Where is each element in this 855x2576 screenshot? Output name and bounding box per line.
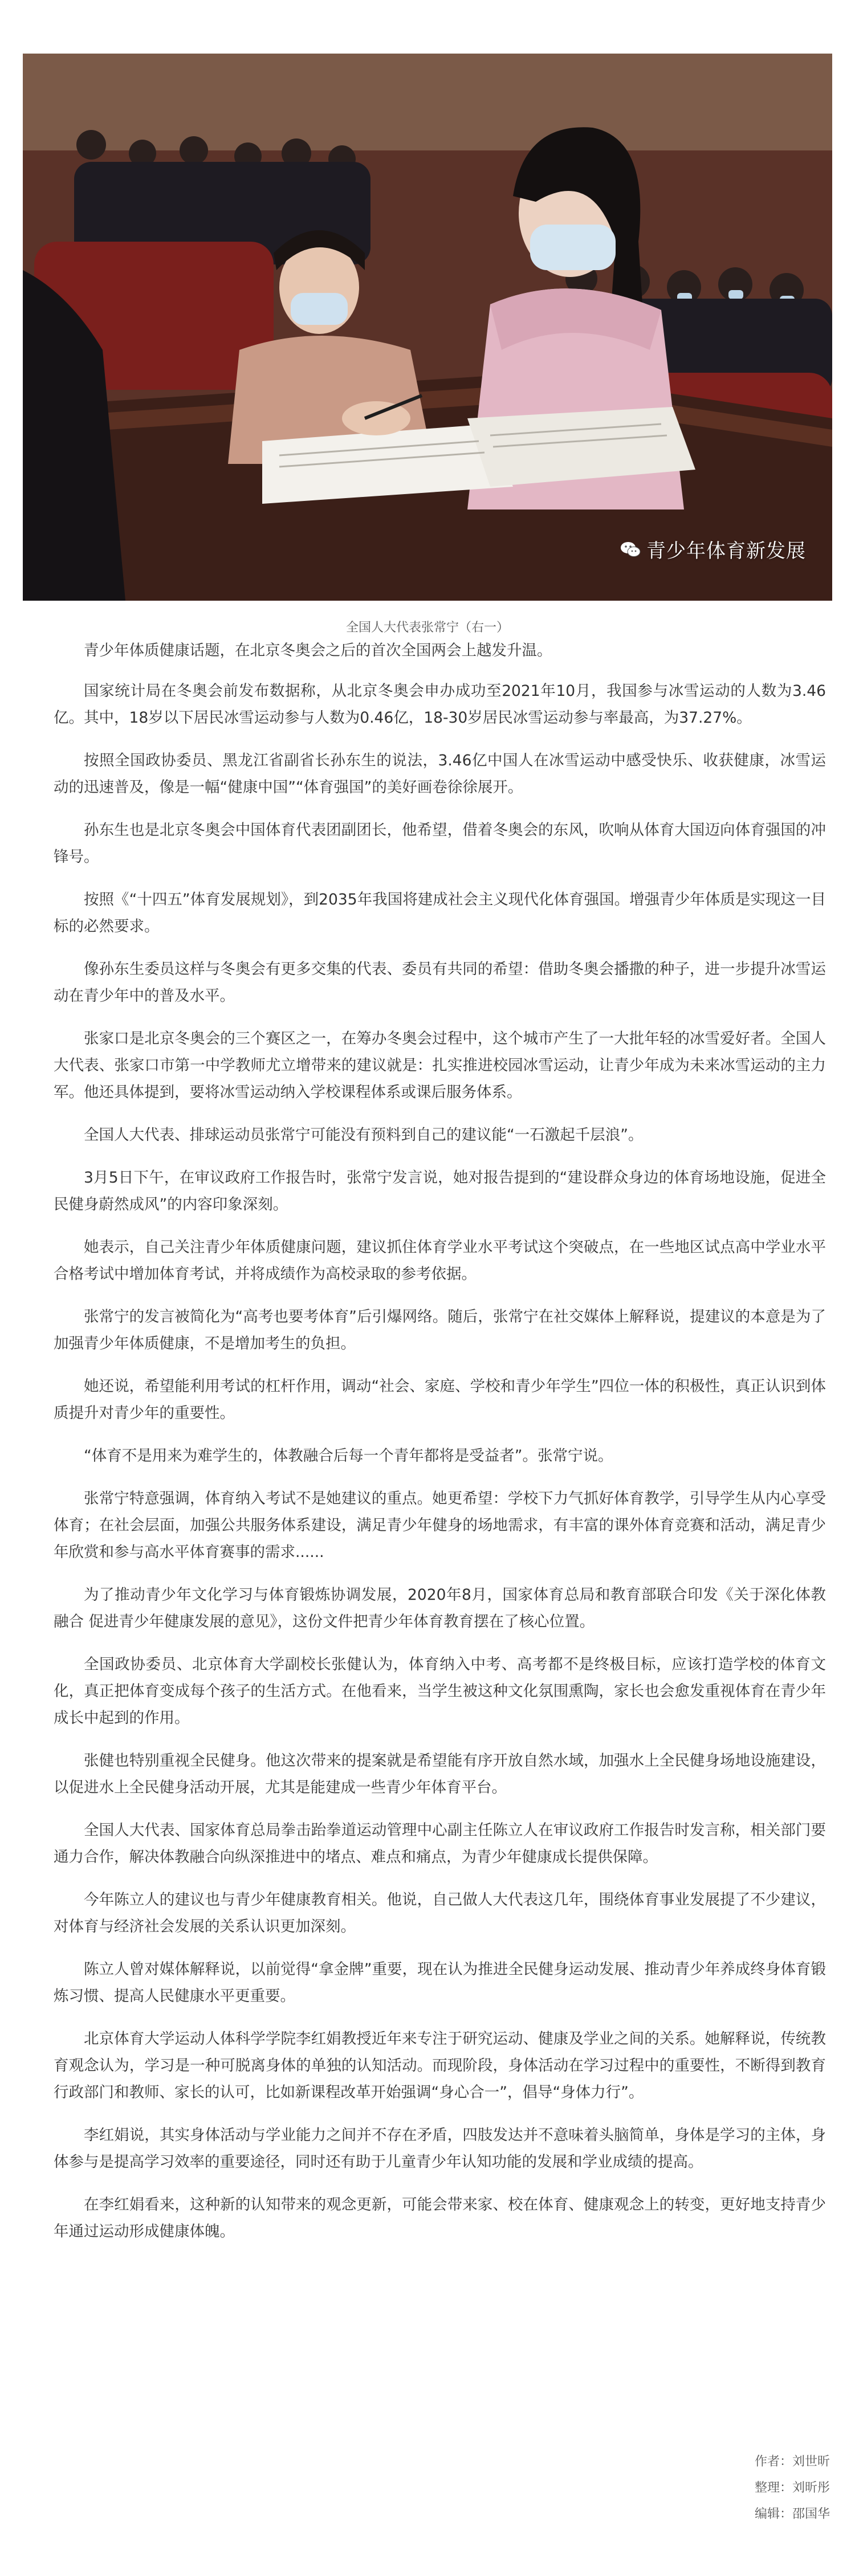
photo-watermark bbox=[620, 535, 806, 563]
credit-compiler: 整理：刘昕彤 bbox=[754, 2481, 830, 2495]
article-credits bbox=[755, 2449, 830, 2528]
article-body bbox=[54, 637, 826, 2261]
paragraph: 孙东生也是北京冬奥会中国体育代表团副团长，他希望，借着冬奥会的东风，吹响从体育大国迈向体育强国的冲锋号。 bbox=[54, 821, 826, 866]
paragraph: 按照《“十四五”体育发展规划》，到2035年我国将建成社会主义现代化体育强国。增强青少年体质是实现这一目标的必然要求。 bbox=[54, 891, 826, 935]
paragraph: 她表示，自己关注青少年体质健康问题，建议抓住体育学业水平考试这个突破点，在一些地区试点高中学业水平合格考试中增加体育考试，并将成绩作为高校录取的参考依据。 bbox=[54, 1238, 826, 1283]
wechat-icon bbox=[620, 541, 641, 558]
paragraph: 全国人大代表、国家体育总局拳击跆拳道运动管理中心副主任陈立人在审议政府工作报告时发言称，相关部门要通力合作，解决体教融合向纵深推进中的堵点、难点和痛点，为青少年健康成长提供保障。 bbox=[54, 1821, 826, 1866]
paragraph: “体育不是用来为难学生的，体教融合后每一个青年都将是受益者”。张常宁说。 bbox=[84, 1447, 613, 1465]
paragraph: 北京体育大学运动人体科学学院李红娟教授近年来专注于研究运动、健康及学业之间的关系。她解释说，传统教育观念认为，学习是一种可脱离身体的单独的认知活动。而现阶段，身体活动在学习过程中的重要性，不断得到教育行政部门和教师、家长的认可，比如新课程改革开始强调“身心合一”，倡导“身体力行”。 bbox=[54, 2030, 826, 2101]
hero-photo bbox=[23, 54, 832, 601]
paragraph: 全国政协委员、北京体育大学副校长张健认为，体育纳入中考、高考都不是终极目标，应该打造学校的体育文化，真正把体育变成每个孩子的生活方式。在他看来，当学生被这种文化氛围熏陶，家长也会愈发重视体育在青少年成长中起到的作用。 bbox=[54, 1656, 826, 1727]
paragraph: 李红娟说，其实身体活动与学业能力之间并不存在矛盾，四肢发达并不意味着头脑简单，身体是学习的主体，身体参与是提高学习效率的重要途径，同时还有助于儿童青少年认知功能的发展和学业成绩的提高。 bbox=[54, 2126, 826, 2171]
paragraph: 张常宁特意强调，体育纳入考试不是她建议的重点。她更希望：学校下力气抓好体育教学，引导学生从内心享受体育；在社会层面，加强公共服务体系建设，满足青少年健身的场地需求，有丰富的课外体育竞赛和活动，满足青少年欣赏和参与高水平体育赛事的需求...... bbox=[54, 1490, 826, 1561]
paragraph: 国家统计局在冬奥会前发布数据称，从北京冬奥会申办成功至2021年10月，我国参与冰雪运动的人数为3.46亿。其中，18岁以下居民冰雪运动参与人数为0.46亿，18-30岁居民冰雪运动参与率最高，为37.27%。 bbox=[54, 682, 826, 727]
paragraph: 为了推动青少年文化学习与体育锻炼协调发展，2020年8月，国家体育总局和教育部联合印发《关于深化体教融合 促进青少年健康发展的意见》，这份文件把青少年体育教育摆在了核心位置。 bbox=[54, 1586, 826, 1631]
paragraph: 像孙东生委员这样与冬奥会有更多交集的代表、委员有共同的希望：借助冬奥会播撒的种子，进一步提升冰雪运动在青少年中的普及水平。 bbox=[54, 960, 826, 1005]
paragraph: 张常宁的发言被简化为“高考也要考体育”后引爆网络。随后，张常宁在社交媒体上解释说，提建议的本意是为了加强青少年体质健康，不是增加考生的负担。 bbox=[54, 1308, 826, 1352]
paragraph: 陈立人曾对媒体解释说，以前觉得“拿金牌”重要，现在认为推进全民健身运动发展、推动青少年养成终身体育锻炼习惯、提高人民健康水平更重要。 bbox=[54, 1960, 826, 2005]
paragraph: 青少年体质健康话题，在北京冬奥会之后的首次全国两会上越发升温。 bbox=[84, 642, 552, 659]
paragraph: 3月5日下午，在审议政府工作报告时，张常宁发言说，她对报告提到的“建设群众身边的体育场地设施，促进全民健身蔚然成风”的内容印象深刻。 bbox=[54, 1169, 826, 1213]
watermark-text: 青少年体育新发展 bbox=[646, 540, 806, 563]
paragraph: 全国人大代表、排球运动员张常宁可能没有预料到自己的建议能“一石激起千层浪”。 bbox=[84, 1126, 644, 1144]
paragraph: 张家口是北京冬奥会的三个赛区之一，在筹办冬奥会过程中，这个城市产生了一大批年轻的冰雪爱好者。全国人大代表、张家口市第一中学教师尤立增带来的建议就是：扎实推进校园冰雪运动，让青少年成为未来冰雪运动的主力军。他还具体提到，要将冰雪运动纳入学校课程体系或课后服务体系。 bbox=[54, 1030, 826, 1101]
paragraph: 按照全国政协委员、黑龙江省副省长孙东生的说法，3.46亿中国人在冰雪运动中感受快乐、收获健康，冰雪运动的迅速普及，像是一幅“健康中国”“体育强国”的美好画卷徐徐展开。 bbox=[54, 752, 826, 796]
credit-author: 作者：刘世昕 bbox=[754, 2455, 830, 2469]
paragraph: 今年陈立人的建议也与青少年健康教育相关。他说，自己做人大代表这几年，围绕体育事业发展提了不少建议，对体育与经济社会发展的关系认识更加深刻。 bbox=[54, 1891, 826, 1935]
photo-scene bbox=[23, 54, 832, 601]
photo-caption: 全国人大代表张常宁（右一） bbox=[345, 621, 509, 635]
paragraph: 她还说，希望能利用考试的杠杆作用，调动“社会、家庭、学校和青少年学生”四位一体的积极性，真正认识到体质提升对青少年的重要性。 bbox=[54, 1377, 826, 1422]
credit-editor: 编辑：邵国华 bbox=[754, 2507, 830, 2521]
paragraph: 张健也特别重视全民健身。他这次带来的提案就是希望能有序开放自然水域，加强水上全民健身场地设施建设，以促进水上全民健身活动开展，尤其是能建成一些青少年体育平台。 bbox=[54, 1752, 826, 1796]
paragraph: 在李红娟看来，这种新的认知带来的观念更新，可能会带来家、校在体育、健康观念上的转变，更好地支持青少年通过运动形成健康体魄。 bbox=[54, 2196, 826, 2240]
